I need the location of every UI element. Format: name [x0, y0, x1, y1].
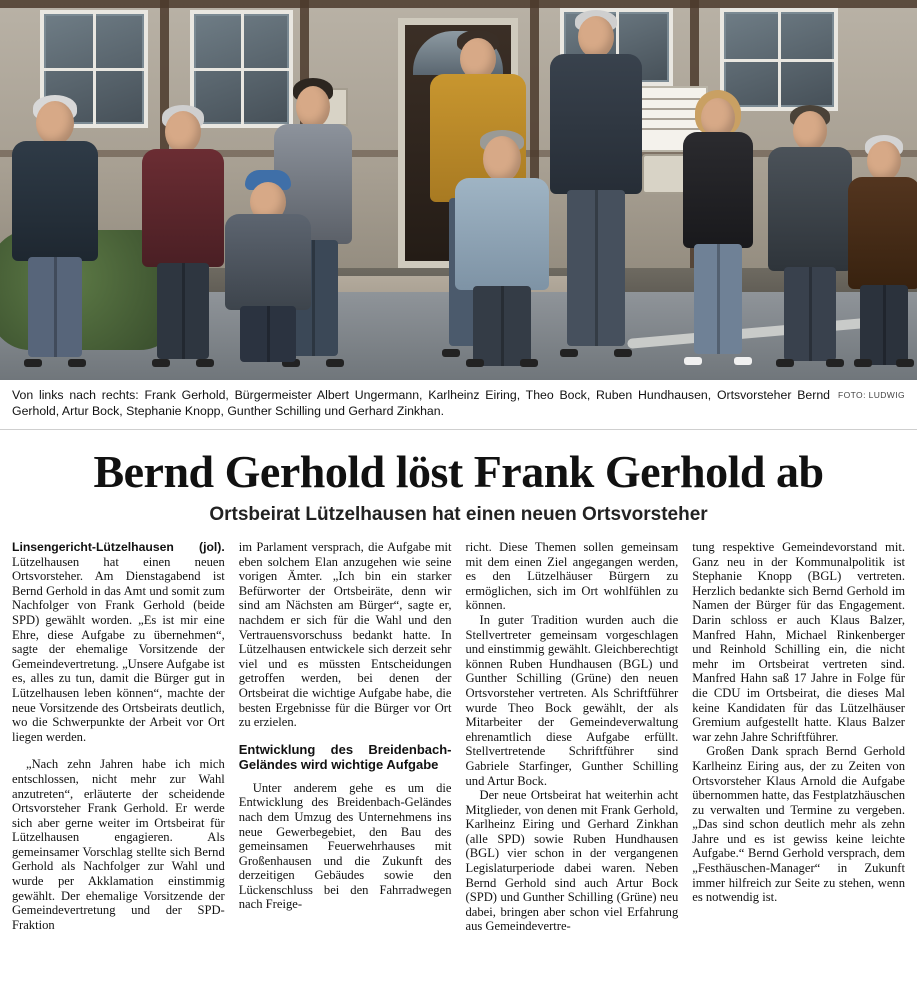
person-stephanie-knopp	[676, 90, 760, 358]
paragraph: richt. Diese Themen sollen gemeinsam mit dem einen Ziel angegangen werden, es den Lützelhäuser Bürgern zu ermöglichen, sich im Ort wohlfühlen zu können.	[465, 540, 679, 613]
person-frank-gerhold	[10, 95, 100, 360]
paragraph: Der neue Ortsbeirat hat weiterhin acht Mitglieder, von denen mit Frank Gerhold, Karlheinz Eiring und Gerhard Zinkhan (alle SPD) sowie Ruben Hundhausen (BGL) vier schon in der vergangenen Legislaturperiode dabei waren. Neben Bernd Gerhold sind auch Artur Bock (SPD) und Gunther Schilling (Grüne) neu dabei, bringen aber schon viel Erfahrung aus Gemeindevertre-	[465, 788, 679, 934]
paragraph: In guter Tradition wurden auch die Stellvertreter gemeinsam vorgeschlagen und einstimmig gewählt. Gleichberechtigt können Ruben Hundhausen (BGL) und Gunther Schilling (Grüne) den neuen Ortsvorsteher vertreten. Als Schriftführer wurde Theo Bock gewählt, der als Mitarbeiter der Gemeindeverwaltung ehrenamtlich diese Aufgabe erfüllt. Stellvertretende Schriftführer sind Gabriele Starfinger, Gunther Schilling und Artur Bock.	[465, 612, 679, 788]
photo-caption-text: Von links nach rechts: Frank Gerhold, Bürgermeister Albert Ungermann, Karlheinz Eiring, Theo Bock, Ruben Hundhausen, Ortsvorsteher Bernd Gerhold, Artur Bock, Stephanie Knopp, Gunther Schilling und Gerhard Zinkhan.	[12, 388, 831, 418]
timber-beam	[0, 0, 917, 8]
paragraph-text: Lützelhausen hat einen neuen Ortsvorsteher. Am Dienstagabend ist Bernd Gerhold in das Amt und somit zum Nachfolger von Frank Gerhold (beide SPD) gewählt worden. „Es ist mir eine Ehre, diese Aufgabe zu übernehmen“, sagte der ehemalige Vorsitzende der Gemeindevertretung. „Unsere Aufgabe ist es, alles zu tun, damit die Bürger gut in Lützelhausen leben können“, machte der neue Vorsitzende des Ortsbeirats deutlich, wo die Schwerpunkte der Arbeit vor Ort liegen werden.	[12, 554, 225, 744]
paragraph: im Parlament versprach, die Aufgabe mit eben solchem Elan anzugehen wie seine vorigen Ämter. „Ich bin ein starker Befürworter der Ortsbeiräte, denn wir sind am Nächsten am Bürger“, sagte er, nachdem er sich für die Wahl und den Vertrauensvorschuss bedankt hatte. In Lützelhausen entwickele sich derzeit sehr viel und es müssten Entscheidungen getroffen werden, bei denen der Ortsbeirat die wichtige Aufgabe habe, die besten Ergebnisse für die Bürger vor Ort zu erzielen.	[238, 540, 452, 730]
group-photo	[0, 0, 917, 380]
article-column-4	[692, 540, 905, 934]
article-column-1	[12, 540, 225, 934]
article-subheadline: Ortsbeirat Lützelhausen hat einen neuen Ortsvorsteher	[209, 504, 708, 525]
section-subheading: Entwicklung des Breidenbach-Geländes wird wichtige Aufgabe	[238, 741, 452, 773]
paragraph: tung respektive Gemeindevorstand mit. Ganz neu in der Kommunalpolitik ist Stephanie Knopp (BGL) vertreten. Herzlich bedankte sich Bernd Gerhold im Namen der Bürger für das Engagement. Darin schloss er auch Klaus Balzer, Manfred Hahn, Michael Rinkenberger und Reinhold Schilling ein, die nicht mehr im Ortsbeirat vertreten sind. Manfred Hahn saß 17 Jahre in Folge für die CDU im Ortsbeirat, die dieses Mal keine Kandidaten für das Lützelhäuser Gremium aufgestellt hatte. Klaus Balzer war zehn Jahre Schriftführer.	[692, 540, 905, 744]
photo-caption-area	[0, 380, 917, 430]
dateline: Linsengericht-Lützelhausen (jol).	[12, 540, 225, 554]
person-gerhard-zinkhan	[846, 135, 917, 360]
person-bernd-gerhold	[452, 130, 552, 360]
article-headline: Bernd Gerhold löst Frank Gerhold ab	[93, 446, 824, 497]
photo-scene	[0, 0, 917, 380]
photo-caption	[12, 388, 905, 419]
person-artur-bock	[548, 10, 644, 350]
person-albert-ungermann	[140, 105, 226, 360]
paragraph	[12, 540, 225, 744]
photo-credit: FOTO: LUDWIG	[838, 390, 905, 400]
person-gunther-schilling	[766, 105, 854, 360]
paragraph: Großen Dank sprach Bernd Gerhold Karlheinz Eiring aus, der zu Zeiten von Ortsvorsteher Klaus Arnold die Aufgabe übernommen hatte, das Festplatzhäuschen zu verwalten und Termine zu vergeben. „Das sind schon deutlich mehr als zehn Jahre und es ist gewiss keine leichte Aufgabe.“ Bernd Gerhold versprach, dem „Festhäuschen-Manager“ in Zukunft immer hilfreich zur Seite zu stehen, wenn es notwendig ist.	[692, 744, 905, 905]
paragraph: „Nach zehn Jahren habe ich mich entschlossen, nicht mehr zur Wahl anzutreten“, erläuterte der scheidende Ortsvorsteher Frank Gerhold. Er werde sich aber gerne weiter im Ortsbeirat für Lützelhausen engagieren. Als gemeinsamer Vorschlag stellte sich Bernd Gerhold als Nachfolger zur Wahl und wurde per Akklamation einstimmig gewählt. Der ehemalige Vorsitzende der Gemeindevertretung und der SPD-Fraktion	[12, 757, 225, 932]
article-column-2	[239, 540, 452, 934]
paragraph: Unter anderem gehe es um die Entwicklung des Breidenbach-Geländes nach dem Umzug des Unternehmens ins neue Gewerbegebiet, den Bau des gemeinsamen Feuerwehrhauses mit Großenhausen und die Zukunft des derzeitigen Gebäudes sowie den Lückenschluss bei den Fahrradwegen nach Freige-	[238, 780, 452, 912]
article-body	[0, 540, 917, 942]
person-theo-bock	[222, 170, 314, 360]
article-column-3	[466, 540, 679, 934]
